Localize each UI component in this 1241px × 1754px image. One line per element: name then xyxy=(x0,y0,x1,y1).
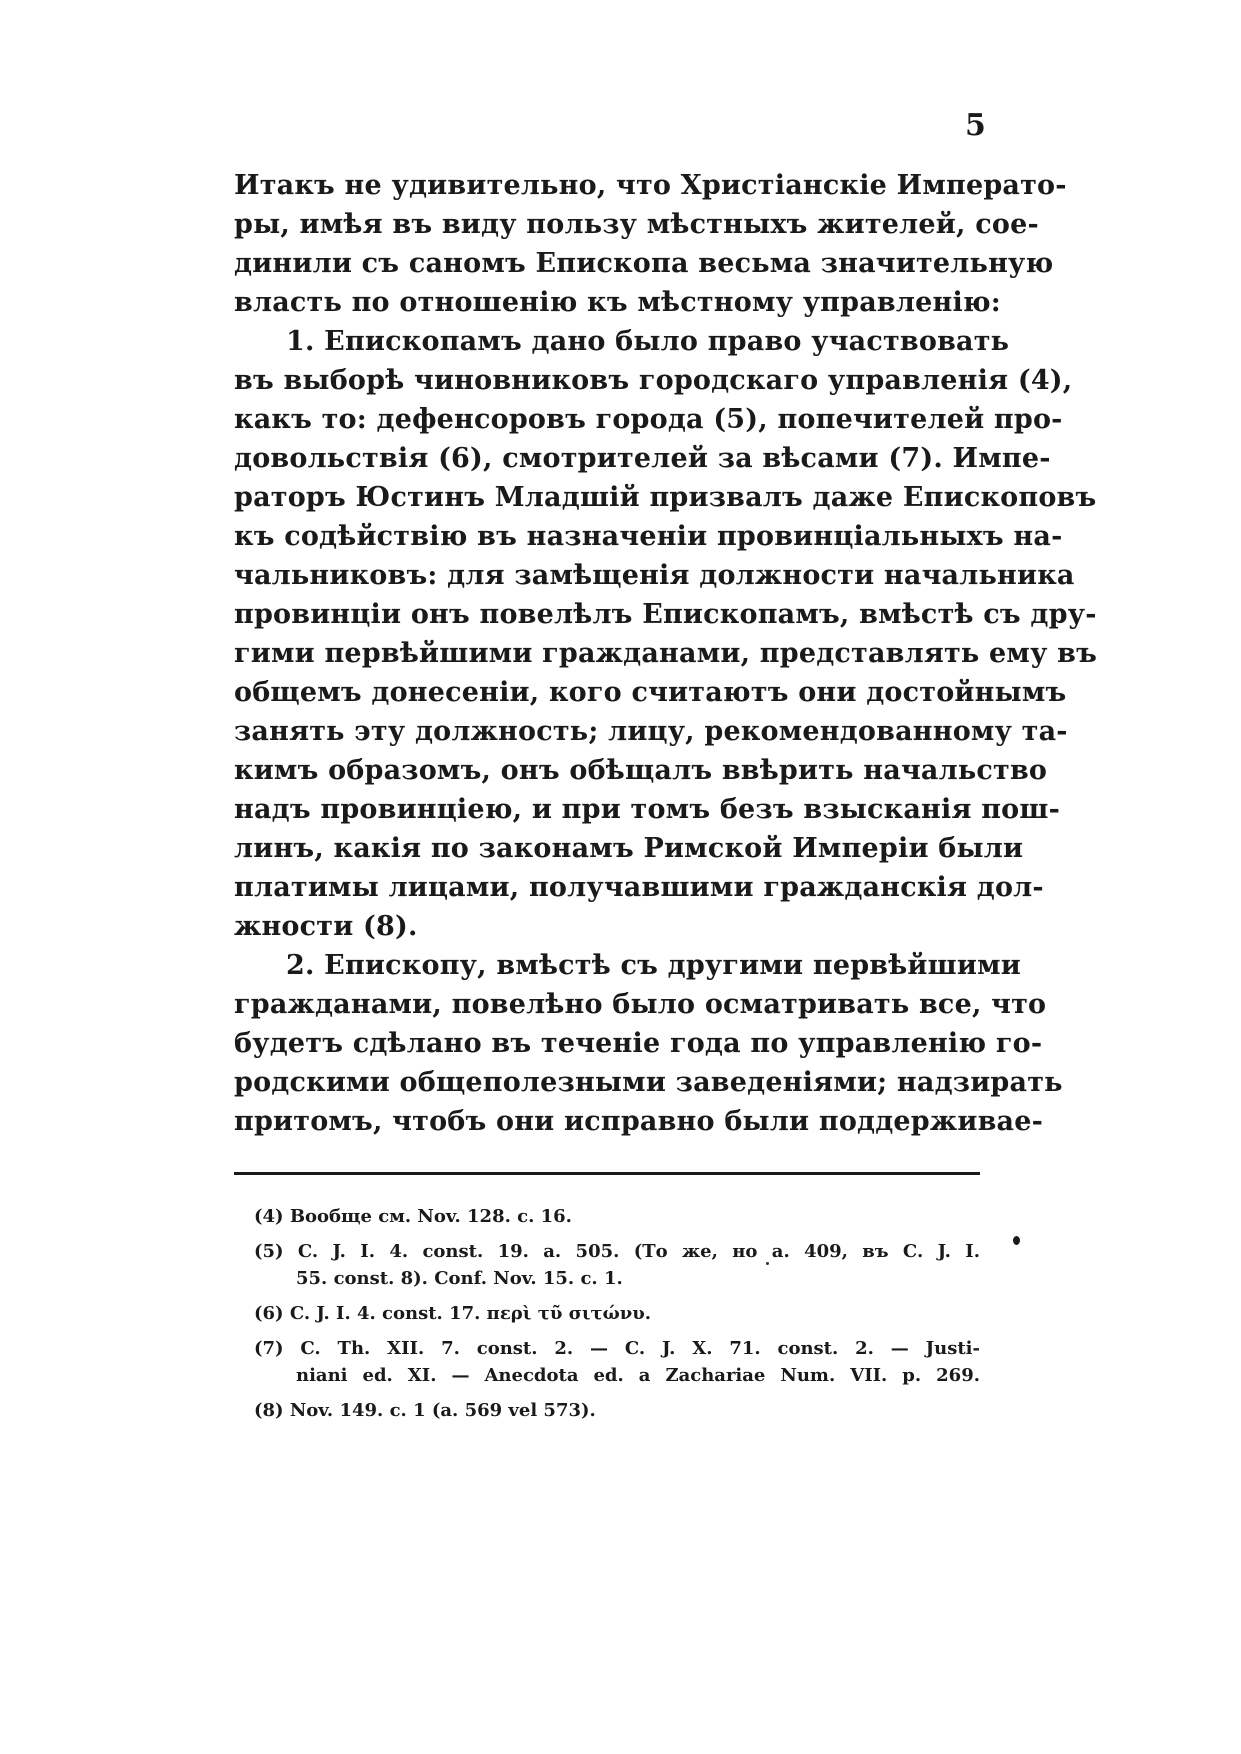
footnotes-block xyxy=(254,1203,980,1424)
footnote-5-cont: 55. const. 8). Conf. Nov. 15. c. 1. xyxy=(296,1268,623,1289)
footnote-8: (8) Nov. 149. c. 1 (a. 569 vel 573). xyxy=(254,1400,596,1421)
text-line: ры, имѣя въ виду пользу мѣстныхъ жителей, сое- xyxy=(234,209,1039,240)
paragraph-1-start: 1. Епископамъ дано было право участвовать xyxy=(286,326,1010,357)
footnote-5: (5) C. J. I. 4. const. 19. a. 505. (То же, но a. 409, въ C. J. I. xyxy=(254,1241,980,1262)
text-line: провинціи онъ повелѣлъ Епископамъ, вмѣстѣ съ дру- xyxy=(234,599,1097,630)
text-line: надъ провинціею, и при томъ безъ взысканія пош- xyxy=(234,794,1061,825)
text-line: кимъ образомъ, онъ обѣщалъ ввѣрить начальство xyxy=(234,755,1048,786)
footnote-7-cont: niani ed. XI. — Anecdota ed. a Zachariae Num. VII. p. 269. xyxy=(296,1365,980,1386)
margin-mark xyxy=(1013,1236,1020,1245)
text-line: власть по отношенію къ мѣстному управленію: xyxy=(234,287,1001,318)
scan-speck xyxy=(766,1262,769,1265)
text-line: въ выборѣ чиновниковъ городскаго управленія (4), xyxy=(234,365,1073,396)
text-line: общемъ донесеніи, кого считаютъ они достойнымъ xyxy=(234,677,1067,708)
text-line: родскими общеполезными заведеніями; надзирать xyxy=(234,1067,1063,1098)
text-line: занять эту должность; лицу, рекомендованному та- xyxy=(234,716,1068,747)
paragraph-2-start: 2. Епископу, вмѣстѣ съ другими первѣйшими xyxy=(286,950,1021,981)
footnote-6: (6) C. J. I. 4. const. 17. περὶ τῦ σιτώνυ. xyxy=(254,1303,652,1324)
text-line: притомъ, чтобъ они исправно были поддерживае- xyxy=(234,1106,1044,1137)
text-line: какъ то: дефенсоровъ города (5), попечителей про- xyxy=(234,404,1063,435)
text-line: чальниковъ: для замѣщенія должности начальника xyxy=(234,560,1075,591)
text-line: будетъ сдѣлано въ теченіе года по управленію го- xyxy=(234,1028,1043,1059)
footnote-divider xyxy=(234,1172,980,1175)
text-line: довольствія (6), смотрителей за вѣсами (7). Импе- xyxy=(234,443,1051,474)
page-number: 5 xyxy=(965,108,986,143)
footnote-4: (4) Вообще см. Nov. 128. c. 16. xyxy=(254,1206,572,1227)
text-line: гражданами, повелѣно было осматривать все, что xyxy=(234,989,1047,1020)
text-line: динили съ саномъ Епископа весьма значительную xyxy=(234,248,1054,279)
text-line: гими первѣйшими гражданами, представлять ему въ xyxy=(234,638,1098,669)
text-line: жности (8). xyxy=(234,911,418,942)
text-line: Итакъ не удивительно, что Христіанскіе Императо- xyxy=(234,170,1067,201)
text-line: платимы лицами, получавшими гражданскія дол- xyxy=(234,872,1044,903)
main-text-block xyxy=(234,166,1098,1141)
text-line: къ содѣйствію въ назначеніи провинціальныхъ на- xyxy=(234,521,1063,552)
text-line: раторъ Юстинъ Младшій призвалъ даже Епископовъ xyxy=(234,482,1097,513)
text-line: линъ, какія по законамъ Римской Имперіи были xyxy=(234,833,1024,864)
footnote-7: (7) C. Th. XII. 7. const. 2. — C. J. X. 71. const. 2. — Justi- xyxy=(254,1338,980,1359)
